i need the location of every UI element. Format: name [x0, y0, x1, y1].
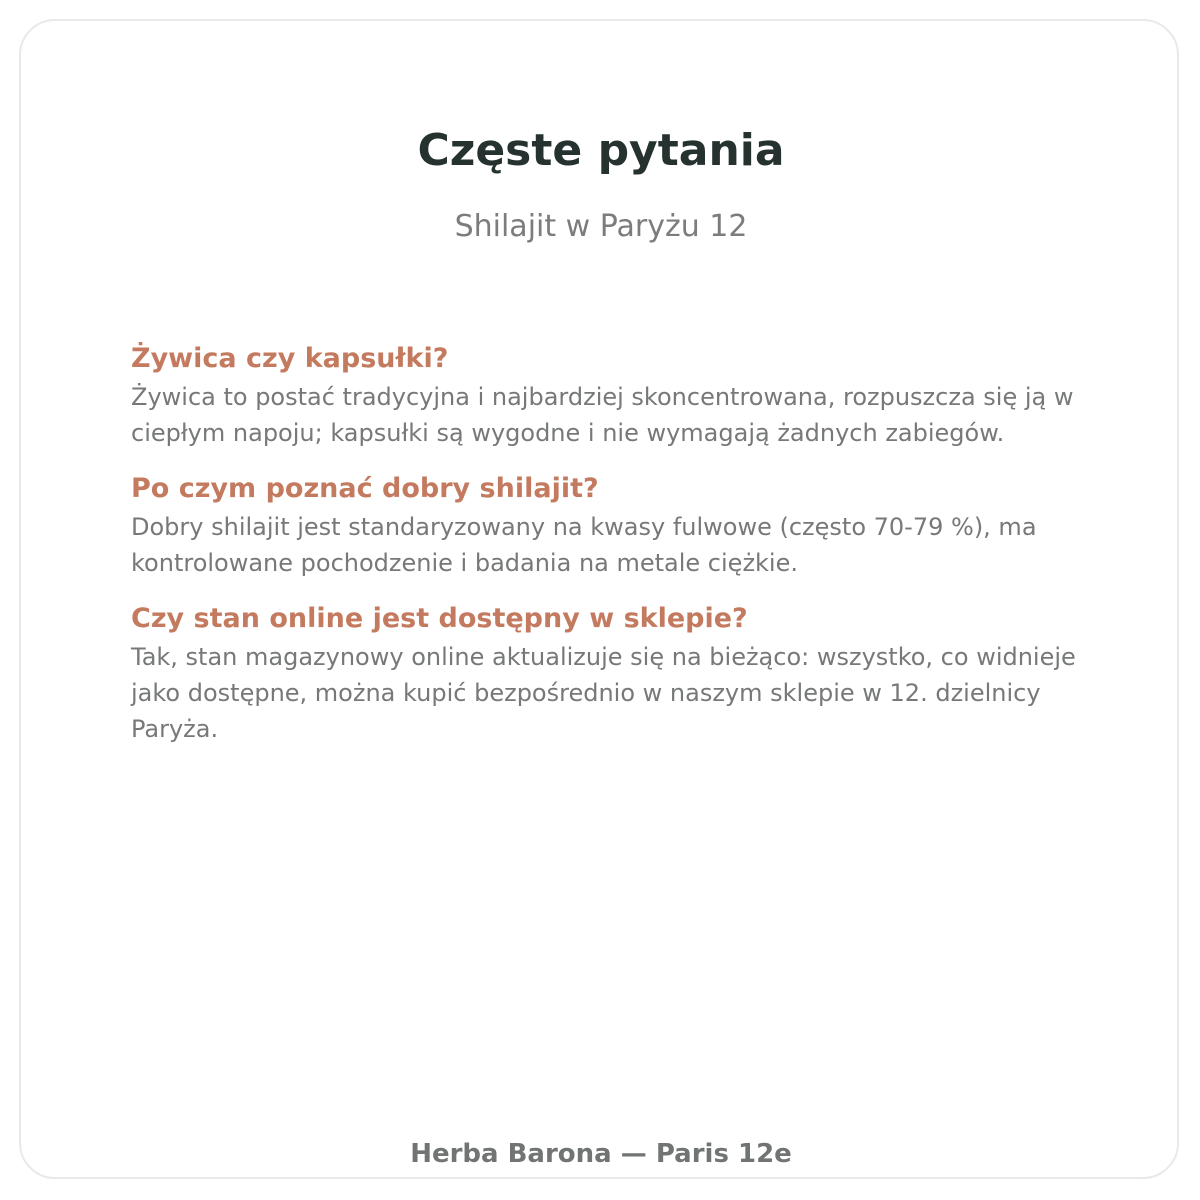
- faq-item-resin-or-capsules: [131, 339, 1106, 451]
- faq-answer: Żywica to postać tradycyjna i najbardziej skoncentrowana, rozpuszcza się ją w ciepłym napoju; kapsułki są wygodne i nie wymagają żadnych zabiegów.: [131, 383, 1074, 447]
- faq-item-quality: [131, 469, 1106, 581]
- faq-list: [131, 339, 1106, 747]
- faq-question: Żywica czy kapsułki?: [131, 343, 449, 374]
- page-subtitle: Shilajit w Paryżu 12: [454, 209, 748, 244]
- faq-item-stock: [131, 599, 1106, 747]
- faq-answer: Dobry shilajit jest standaryzowany na kwasy fulwowe (często 70-79 %), ma kontrolowane pochodzenie i badania na metale ciężkie.: [131, 513, 1037, 577]
- page-title: Częste pytania: [417, 125, 785, 176]
- faq-answer: Tak, stan magazynowy online aktualizuje się na bieżąco: wszystko, co widnieje jako dostępne, można kupić bezpośrednio w naszym sklepie w 12. dzielnicy Paryża.: [131, 643, 1076, 743]
- faq-question: Czy stan online jest dostępny w sklepie?: [131, 603, 748, 634]
- faq-question: Po czym poznać dobry shilajit?: [131, 473, 599, 504]
- faq-card: [19, 19, 1179, 1179]
- footer-brand: Herba Barona — Paris 12e: [410, 1139, 792, 1169]
